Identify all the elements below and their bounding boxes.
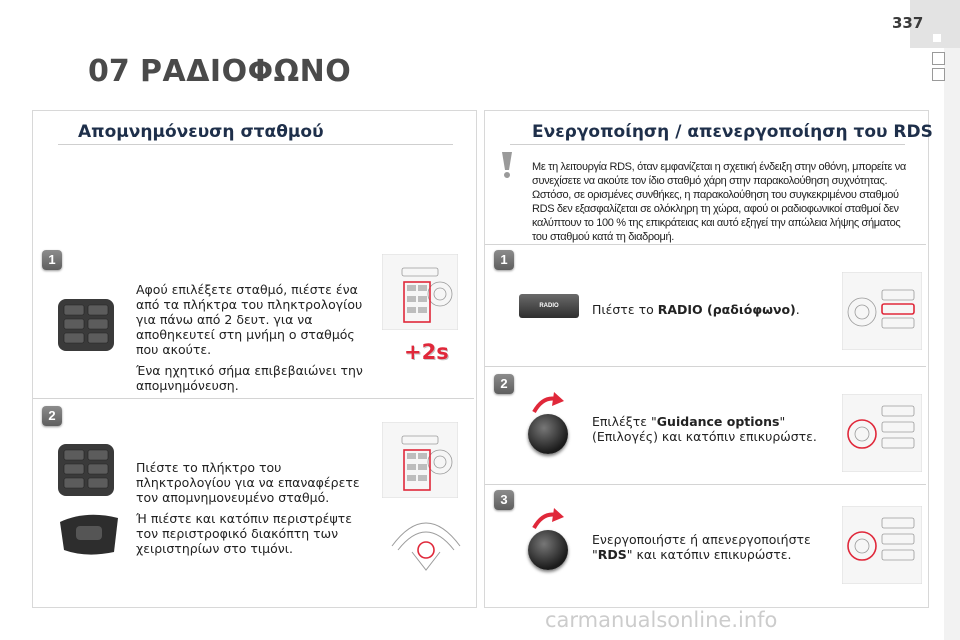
step-3-badge: 3	[494, 490, 514, 510]
paragraph: Ένα ηχητικό σήμα επιβεβαιώνει την απομνημόνευση.	[136, 363, 363, 393]
step-1-badge: 1	[494, 250, 514, 270]
chapter-number: 07	[88, 54, 130, 89]
bold-text: Guidance options	[656, 414, 780, 429]
rotate-arrow-icon	[530, 506, 566, 532]
right-step-divider	[485, 366, 926, 367]
nav-square-icon	[932, 68, 945, 81]
nav-square-icon	[932, 52, 945, 65]
text: Ενεργοποιήστε ή απενεργοποιήστε "	[592, 532, 811, 562]
console-thumbnail-3	[842, 272, 922, 350]
step-2-badge: 2	[494, 374, 514, 394]
paragraph: Ή πιέστε και κατόπιν περιστρέψτε τον περιστροφικό διακόπτη των χειριστηρίων στο τιμόνι.	[136, 511, 352, 556]
console-thumbnail-4	[842, 394, 922, 472]
right-step-1-text	[592, 302, 822, 317]
text: Πιέστε το	[592, 302, 658, 317]
console-thumbnail-1	[382, 254, 458, 330]
steering-wheel-icon	[388, 506, 464, 586]
paragraph: Πιέστε το πλήκτρο του πληκτρολογίου για να επαναφέρετε τον απομνημονευμένο σταθμό.	[136, 460, 360, 505]
watermark: carmanualsonline.info	[545, 608, 778, 632]
right-step-3-text	[592, 532, 822, 562]
paragraph: Αφού επιλέξετε σταθμό, πιέστε ένα από τα πλήκτρα του πληκτρολογίου για πάνω από 2 δευτ. για να αποθηκευτεί στη μνήμη ο σταθμός που ακούτε.	[136, 282, 363, 357]
keypad-icon	[56, 295, 118, 355]
console-thumbnail-5	[842, 506, 922, 584]
hold-2s-badge: +2s	[404, 340, 449, 364]
right-step-divider	[485, 484, 926, 485]
console-thumbnail-2	[382, 422, 458, 498]
side-strip	[944, 48, 960, 640]
bold-text: RDS	[597, 547, 627, 562]
bold-text: RADIO (ραδιόφωνο)	[657, 302, 796, 317]
left-step-2-text	[136, 460, 376, 556]
left-step-1-text	[136, 282, 376, 393]
rotate-arrow-icon	[530, 390, 566, 416]
radio-button[interactable]: RADIO	[519, 294, 579, 318]
left-section-title: Απομνημόνευση σταθμού	[78, 122, 324, 142]
text: " (Επιλογές) και κατόπιν επικυρώστε.	[592, 414, 817, 444]
text: " και κατόπιν επικυρώστε.	[626, 547, 792, 562]
corner-marker	[933, 34, 941, 42]
right-title-underline	[510, 144, 905, 145]
exclamation-icon	[496, 150, 518, 180]
right-step-2-text	[592, 414, 822, 444]
page-number: 337	[892, 14, 924, 32]
chapter-title: ΡΑΔΙΟΦΩΝΟ	[140, 54, 352, 89]
keypad-icon	[56, 440, 118, 500]
left-title-underline	[58, 144, 453, 145]
step-2-badge: 2	[42, 406, 62, 426]
rotary-knob[interactable]	[528, 414, 568, 454]
left-step-divider	[33, 398, 474, 399]
text: Επιλέξτε "	[592, 414, 657, 429]
right-section-title: Ενεργοποίηση / απενεργοποίηση του RDS	[532, 122, 933, 142]
step-1-badge: 1	[42, 250, 62, 270]
rds-notice: Με τη λειτουργία RDS, όταν εμφανίζεται η σχετική ένδειξη στην οθόνη, μπορείτε να συνεχίσετε να ακούτε τον ίδιο σταθμό χάρη στην παρακολούθηση συχνότητας. Ωστόσο, σε ορισμένες συνθήκες, η παρακολούθηση του συγκεκριμένου σταθμού RDS δεν εξασφαλίζεται σε ολόκληρη τη χώρα, αφού οι ραδιοφωνικοί σταθμοί δεν καλύπτουν το 100 % της επικράτειας και αυτό εξηγεί την απώλεια λήψης σήματος του σταθμού κατά τη διαδρομή.	[532, 161, 906, 243]
text: .	[795, 302, 800, 317]
steering-control-icon	[56, 508, 122, 560]
right-notice-divider	[485, 244, 926, 245]
rotary-knob[interactable]	[528, 530, 568, 570]
